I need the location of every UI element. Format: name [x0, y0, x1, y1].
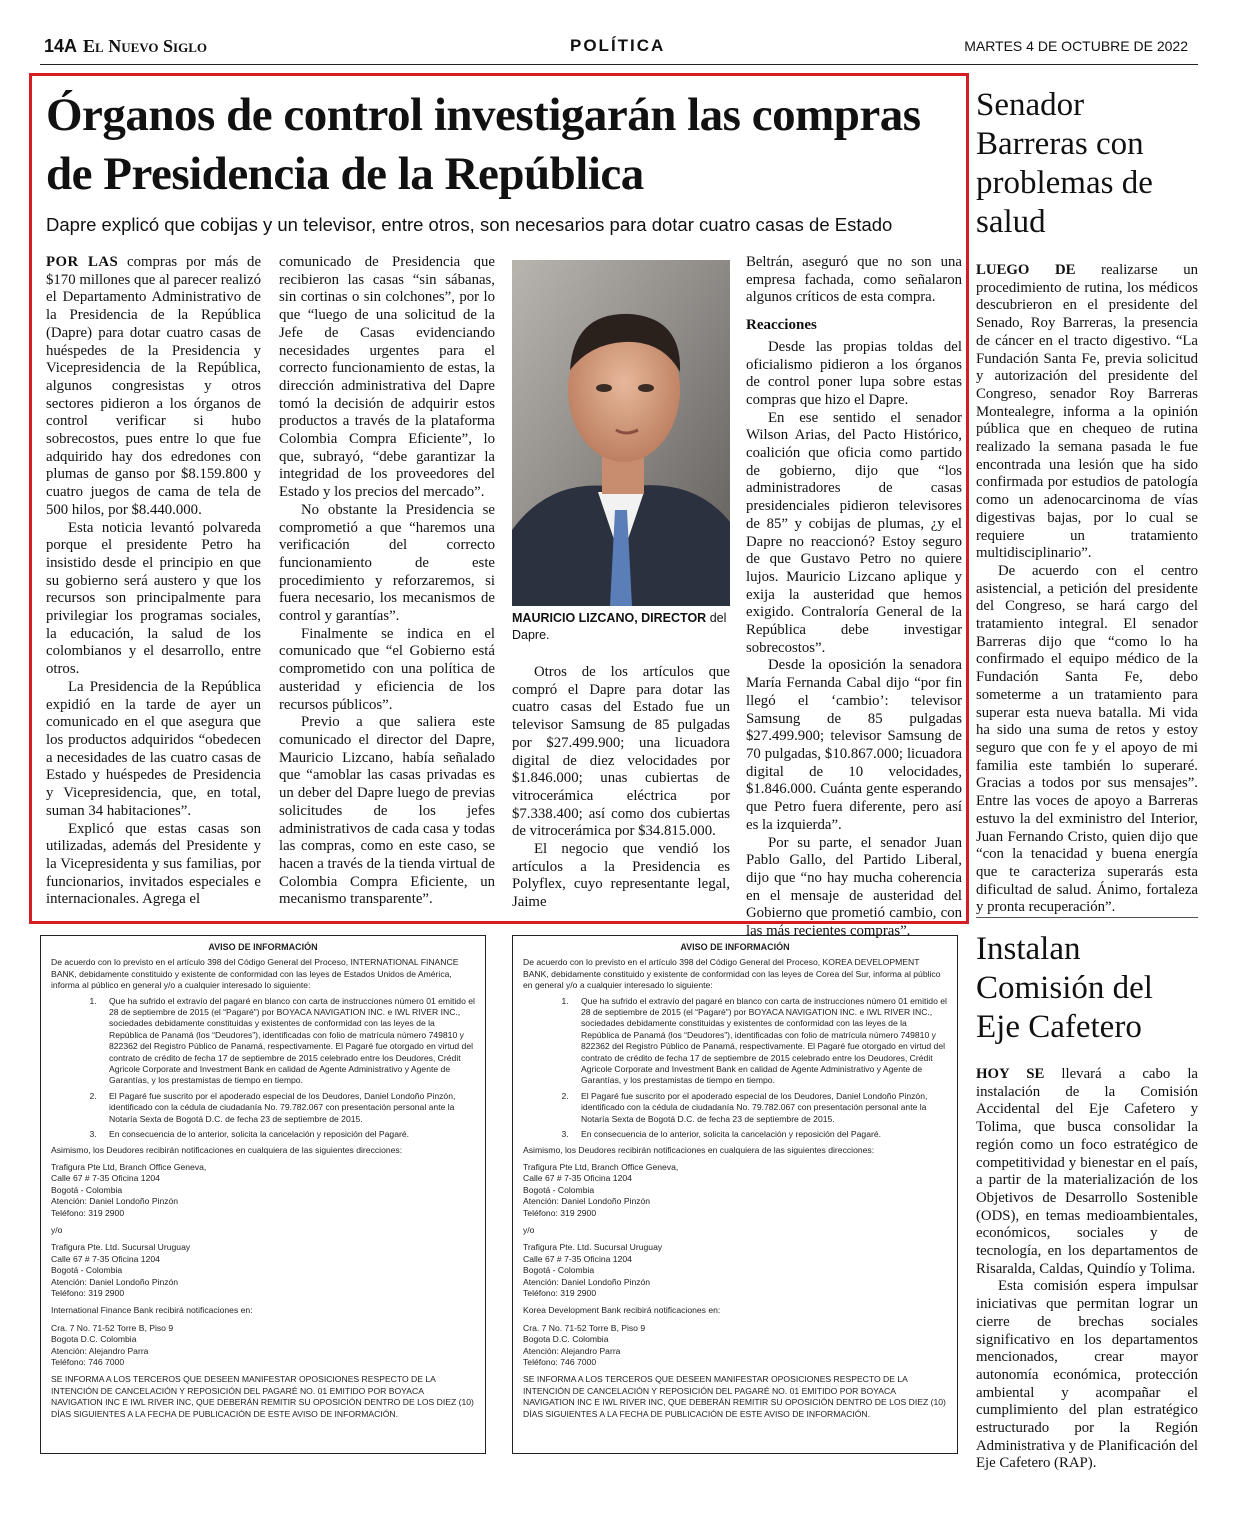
- main-article: [29, 73, 969, 940]
- article-subhead: Reacciones: [746, 317, 817, 334]
- article-paragraph: En ese sentido el senador Wilson Arias, del Pacto Histórico, coalición que oficia como partido de gobierno, dijo que “los administradores de casas presidenciales pidieron televisores de 85” y cobijas de plumas, ¿y el Dapre no reaccionó? Estoy seguro de que Gustavo Petro no quiere lujos. Mauricio Lizcano aplique y exija la austeridad que hemos exigido. Contraloría General de la República debe investigar sobrecostos”.: [746, 409, 962, 656]
- article-column-4: [746, 254, 962, 941]
- article-paragraph: Finalmente se indica en el comunicado que “el Gobierno está comprometido con una política de austeridad y eficiencia de los recursos públicos”.: [279, 625, 495, 713]
- article-column-1: [46, 254, 261, 909]
- sidebar-headline-2: Instalan Comisión del Eje Cafetero: [976, 931, 1153, 1045]
- header-rule: [40, 64, 1198, 65]
- notice-title: AVISO DE INFORMACIÓN: [680, 942, 790, 952]
- notice-separator: y/o: [523, 1224, 535, 1235]
- sidebar-kicker: HOY SE: [976, 1066, 1045, 1082]
- sidebar-headline: Senador Barreras con problemas de salud: [976, 87, 1153, 240]
- article-dek: Dapre explicó que cobijas y un televisor, entre otros, son necesarios para dotar cuatro casas de Estado: [46, 214, 893, 235]
- notice-address: Trafigura Pte. Ltd. Sucursal Uruguay Calle 67 # 7-35 Oficina 1204 Bogotá - Colombia Atención: Daniel Londoño Pinzón Teléfono: 319 2900: [51, 1242, 191, 1298]
- article-paragraph: Desde la oposición la senadora María Fernanda Cabal dijo “por fin llegó el ‘cambio’: televisor Samsung de 85 pulgadas $27.499.900; televisor Samsung de 70 pulgadas, $10.867.000; licuadora digital de 10 velocidades, $1.846.000. Cuánta gente esperando que Petro fuera diferente, pero así es la izquierda”.: [746, 657, 962, 833]
- section-name: POLÍTICA: [570, 36, 666, 55]
- article-column-3: [512, 664, 730, 912]
- notice-bank-intro: Korea Development Bank recibirá notificaciones en:: [523, 1305, 721, 1316]
- legal-notice-1: [40, 935, 486, 1454]
- notice-closing: SE INFORMA A LOS TERCEROS QUE DESEEN MANIFESTAR OPOSICIONES RESPECTO DE LA INTENCIÓN DE CANCELACIÓN Y REPOSICIÓN DEL PAGARÉ NO. 01 EMITIDO POR BOYACA NAVIGATION INC E IWL RIVER INC, QUE DEBERÁN REMITIR SU OPOSICIÓN DENTRO DE LOS DIEZ (10) DÍAS SIGUIENTES A LA FECHA DE PUBLICACIÓN DE ESTE AVISO DE INFORMACIÓN.: [523, 1374, 946, 1419]
- sidebar-paragraph: De acuerdo con el centro asistencial, a petición del presidente del Congreso, se hará cargo del tratamiento integral. El senador Barreras dijo que “como lo ha confirmado el equipo médico de la Fundación Santa Fe, debo someterme a un tratamiento para superar esta nueva batalla. Mi vida ha sido una suma de retos y estoy seguro que con fe y el apoyo de mi familia este también lo superaré. Gracias a todos por sus mensajes”. Entre las voces de apoyo a Barreras estuvo la del exministro del Interior, Juan Fernando Cristo, quien dijo que “con la tenacidad y buena energía que te caracteriza superarás esta dificultad de salud. Ánimo, fortaleza y pronta recuperación”.: [976, 562, 1198, 916]
- notice-address: Trafigura Pte Ltd, Branch Office Geneva, Calle 67 # 7-35 Oficina 1204 Bogotá - Colombia Atención: Daniel Londoño Pinzón Teléfono: 319 2900: [51, 1161, 207, 1218]
- notice-address-intro: Asimismo, los Deudores recibirán notificaciones en cualquiera de las siguientes direcciones:: [51, 1144, 403, 1155]
- article-paragraph: Otros de los artículos que compró el Dapre para dotar las cuatro casas del Estado fue un televisor Samsung de 85 pulgadas por $27.499.900; una licuadora digital de diez velocidades por $1.846.000; unas cubiertas de vitrocerámica eléctrica por $7.338.400; así como dos cubiertas de vitrocerámica por $34.815.000.: [512, 664, 730, 840]
- article-paragraph: Desde las propias toldas del oficialismo pidieron a los órganos de control poner lupa sobre estas compras que hizo el Dapre.: [746, 338, 962, 408]
- notice-item: 1. Que ha sufrido el extravío del pagaré en blanco con carta de instrucciones número 01 emitido el 28 de septiembre de 2015 (el “Pagaré”) por BOYACA NAVIGATION INC. e IWL RIVER INC., sociedades debidamente constituidas y existentes de conformidad con las leyes de la República de Panamá (los “Deudores”), identificadas con folio de matrícula número 749810 y 822362 del Registro Público de Panamá, respectivamente. El Pagaré fue otorgado en virtud del contrato de crédito de fecha 17 de septiembre de 2015 celebrado entre los Deudores, Crédit Agricole Corporate and Investment Bank en calidad de Agente Administrativo y Agente de Garantías, y los prestamistas de tiempo en tiempo.: [571, 996, 947, 1087]
- article-paragraph: La Presidencia de la República expidió en la tarde de ayer un comunicado en el que asegura que los productos adquiridos “obedecen a necesidades de las cuatro casas de Estado y huéspedes de Presidencia y Vicepresidencia, que, en total, suman 34 habitaciones”.: [46, 678, 261, 819]
- article-paragraph: Beltrán, aseguró que no son una empresa fachada, como señalaron algunos críticos de esta compra.: [746, 254, 962, 306]
- sidebar-body-2: [976, 1066, 1198, 1473]
- sidebar-kicker: LUEGO DE: [976, 262, 1076, 278]
- notice-address: Cra. 7 No. 71-52 Torre B, Piso 9 Bogota D.C. Colombia Atención: Alejandro Parra Teléfono: 746 7000: [523, 1322, 646, 1367]
- article-paragraph: Explicó que estas casas son utilizadas, además del Presidente y la Vicepresidenta y sus familias, por funcionarios, invitados especiales e internacionales. Agrega el: [46, 820, 261, 908]
- article-paragraph: Por su parte, el senador Juan Pablo Gallo, del Partido Liberal, dijo que “no hay mucha coherencia en el mensaje de austeridad del Gobierno que prometió cambio, con las más recientes compras”.: [746, 834, 962, 940]
- article-headline: Órganos de control investigarán las compras de Presidencia de la República: [46, 89, 921, 200]
- notice-bank-intro: International Finance Bank recibirá notificaciones en:: [51, 1305, 253, 1316]
- sidebar-paragraph: LUEGO DE realizarse un procedimiento de rutina, los médicos descubrieron en el presidente del Senado, Roy Barreras, la presencia de cáncer en el tracto digestivo. “La Fundación Santa Fe, previa solicitud y autorización del presidente del Congreso, senador Roy Barreras Montealegre, informa a la opinión pública que en chequeo de rutina realizado la semana pasada le fue encontrada una lesión que ha sido confirmada por estudios de patología como un adenocarcinoma de vías digestivas bajas, por lo cual se requiere un tratamiento multidisciplinario”.: [976, 262, 1198, 562]
- portrait-photo: [512, 260, 730, 606]
- notice-list: [523, 996, 947, 1141]
- article-paragraph: Esta noticia levantó polvareda porque el presidente Petro ha insistido desde el principio en que su gobierno será austero y que los recursos son principalmente para privilegiar los programas sociales, la educación, la salud de los colombianos y el desarrollo, entre otros.: [46, 519, 261, 678]
- page-folio: [44, 36, 207, 57]
- article-column-2: [279, 254, 495, 909]
- article-paragraph: Previo a que saliera este comunicado el director del Dapre, Mauricio Lizcano, había señalado que “amoblar las casas privadas es un deber del Dapre luego de previas solicitudes de los jefes administrativos de cada casa y todas las compras, como en este caso, se hacen a través de la tienda virtual de Colombia Compra Eficiente, un mecanismo transparente”.: [279, 714, 495, 908]
- notice-item: 2. El Pagaré fue suscrito por el apoderado especial de los Deudores, Daniel Londoño Pinzón, identificado con la cédula de ciudadanía No. 79.782.067 con presentación personal ante la Notaría Sexta de Bogotá D.C. de fecha 23 de septiembre de 2015.: [571, 1091, 947, 1125]
- notice-item: 1. Que ha sufrido el extravío del pagaré en blanco con carta de instrucciones número 01 emitido el 28 de septiembre de 2015 (el “Pagaré”) por BOYACA NAVIGATION INC. e IWL RIVER INC., sociedades debidamente constituidas y existentes de conformidad con las leyes de la República de Panamá (los “Deudores”), identificadas con folio de matrícula número 749810 y 822362 del Registro Público de Panamá, respectivamente. El Pagaré fue otorgado en virtud del contrato de crédito de fecha 17 de septiembre de 2015 celebrado entre los Deudores, Crédit Agricole Corporate and Investment Bank en calidad de Agente Administrativo y Agente de Garantías, y los prestamistas de tiempo en tiempo.: [99, 996, 475, 1087]
- sidebar-divider: [976, 917, 1198, 918]
- notice-address: Cra. 7 No. 71-52 Torre B, Piso 9 Bogota D.C. Colombia Atención: Alejandro Parra Teléfono: 746 7000: [51, 1322, 174, 1367]
- sidebar-paragraph: HOY SE llevará a cabo la instalación de la Comisión Accidental del Eje Cafetero y Tolima, que busca consolidar la región como un foco estratégico de competitividad y bienestar en el país, a partir de la materialización de los Objetivos de Desarrollo Sostenible (ODS), en temas medioambientales, económicos, sociales y de tecnología, en los departamentos de Risaralda, Caldas, Quindío y Tolima.: [976, 1066, 1198, 1277]
- portrait-illustration: [512, 260, 730, 606]
- newspaper-name: El Nuevo Siglo: [83, 36, 207, 56]
- issue-date: MARTES 4 DE OCTUBRE DE 2022: [964, 38, 1188, 54]
- notice-item: 2. El Pagaré fue suscrito por el apoderado especial de los Deudores, Daniel Londoño Pinzón, identificado con la cédula de ciudadanía No. 79.782.067 con presentación personal ante la Notaría Sexta de Bogotá D.C. de fecha 23 de septiembre de 2015.: [99, 1091, 475, 1125]
- notice-separator: y/o: [51, 1224, 63, 1235]
- photo-caption: MAURICIO LIZCANO, DIRECTOR del Dapre.: [512, 611, 727, 642]
- article-kicker: POR LAS: [46, 254, 119, 270]
- article-paragraph: comunicado de Presidencia que recibieron las casas “sin sábanas, sin cortinas o sin colchones”, por lo que “luego de una solicitud de la Jefe de Casas evidenciando necesidades urgentes para el correcto funcionamiento de estas, la dirección administrativa del Dapre tomó la decisión de adquirir estos productos a través de la plataforma Colombia Compra Eficiente”, lo que, subrayó, “debe garantizar la integridad de los proveedores del Estado y los precios del mercado”.: [279, 254, 495, 501]
- notice-list: [51, 996, 475, 1141]
- article-paragraph: El negocio que vendió los artículos a la Presidencia es Polyflex, cuyo representante legal, Jaime: [512, 841, 730, 911]
- sidebar-paragraph: Esta comisión espera impulsar iniciativas que permitan lograr un cierre de brechas sociales significativo en los departamentos mencionados, crear mayor autonomía económica, protección ambiental y acompañar el cumplimiento del plan estratégico estructurado por la Región Administrativa y de Planificación del Eje Cafetero (RAP).: [976, 1278, 1198, 1472]
- notice-item: 3. En consecuencia de lo anterior, solicita la cancelación y reposición del Pagaré.: [99, 1129, 475, 1140]
- page-number: 14A: [44, 36, 78, 56]
- legal-notice-2: [512, 935, 958, 1454]
- notice-intro: De acuerdo con lo previsto en el artículo 398 del Código General del Proceso, KOREA DEVELOPMENT BANK, debidamente constituido y existente de conformidad con las leyes de Corea del Sur, informa al público en general y/o a cualquier interesado lo siguiente:: [523, 957, 941, 991]
- notice-title: AVISO DE INFORMACIÓN: [208, 942, 318, 952]
- notice-item: 3. En consecuencia de lo anterior, solicita la cancelación y reposición del Pagaré.: [571, 1129, 947, 1140]
- notice-address-intro: Asimismo, los Deudores recibirán notificaciones en cualquiera de las siguientes direcciones:: [523, 1144, 875, 1155]
- article-paragraph: No obstante la Presidencia se comprometió a que “haremos una verificación del correcto funcionamiento de este procedimiento y reforzaremos, si fuera necesario, los mecanismos de control y garantías”.: [279, 501, 495, 625]
- notice-address: Trafigura Pte. Ltd. Sucursal Uruguay Calle 67 # 7-35 Oficina 1204 Bogotá - Colombia Atención: Daniel Londoño Pinzón Teléfono: 319 2900: [523, 1242, 663, 1298]
- article-paragraph: POR LAS compras por más de $170 millones que al parecer realizó el Departamento Administrativo de la Presidencia de la República (Dapre) para dotar cuatro casas de huéspedes de la Presidencia y Vicepresidencia de la República, algunos congresistas y otros sectores pidieron a los órganos de control verificar si hubo sobrecostos, pues entre lo que fue adquirido hay dos edredones con plumas de ganso por $8.159.800 y cuatro juegos de cama de tela de 500 hilos, por $8.440.000.: [46, 254, 262, 518]
- page-header: [40, 36, 1200, 62]
- notice-intro: De acuerdo con lo previsto en el artículo 398 del Código General del Proceso, INTERNATIONAL FINANCE BANK, debidamente constituido y existente de conformidad con las leyes de Estados Unidos de América, informa al público en general y/o a cualquier interesado lo siguiente:: [51, 957, 459, 991]
- notice-closing: SE INFORMA A LOS TERCEROS QUE DESEEN MANIFESTAR OPOSICIONES RESPECTO DE LA INTENCIÓN DE CANCELACIÓN Y REPOSICIÓN DEL PAGARÉ NO. 01 EMITIDO POR BOYACA NAVIGATION INC E IWL RIVER INC, QUE DEBERÁN REMITIR SU OPOSICIÓN DENTRO DE LOS DIEZ (10) DÍAS SIGUIENTES A LA FECHA DE PUBLICACIÓN DE ESTE AVISO DE INFORMACIÓN.: [51, 1374, 474, 1419]
- notice-address: Trafigura Pte Ltd, Branch Office Geneva, Calle 67 # 7-35 Oficina 1204 Bogotá - Colombia Atención: Daniel Londoño Pinzón Teléfono: 319 2900: [523, 1161, 679, 1218]
- sidebar-body: [976, 262, 1198, 917]
